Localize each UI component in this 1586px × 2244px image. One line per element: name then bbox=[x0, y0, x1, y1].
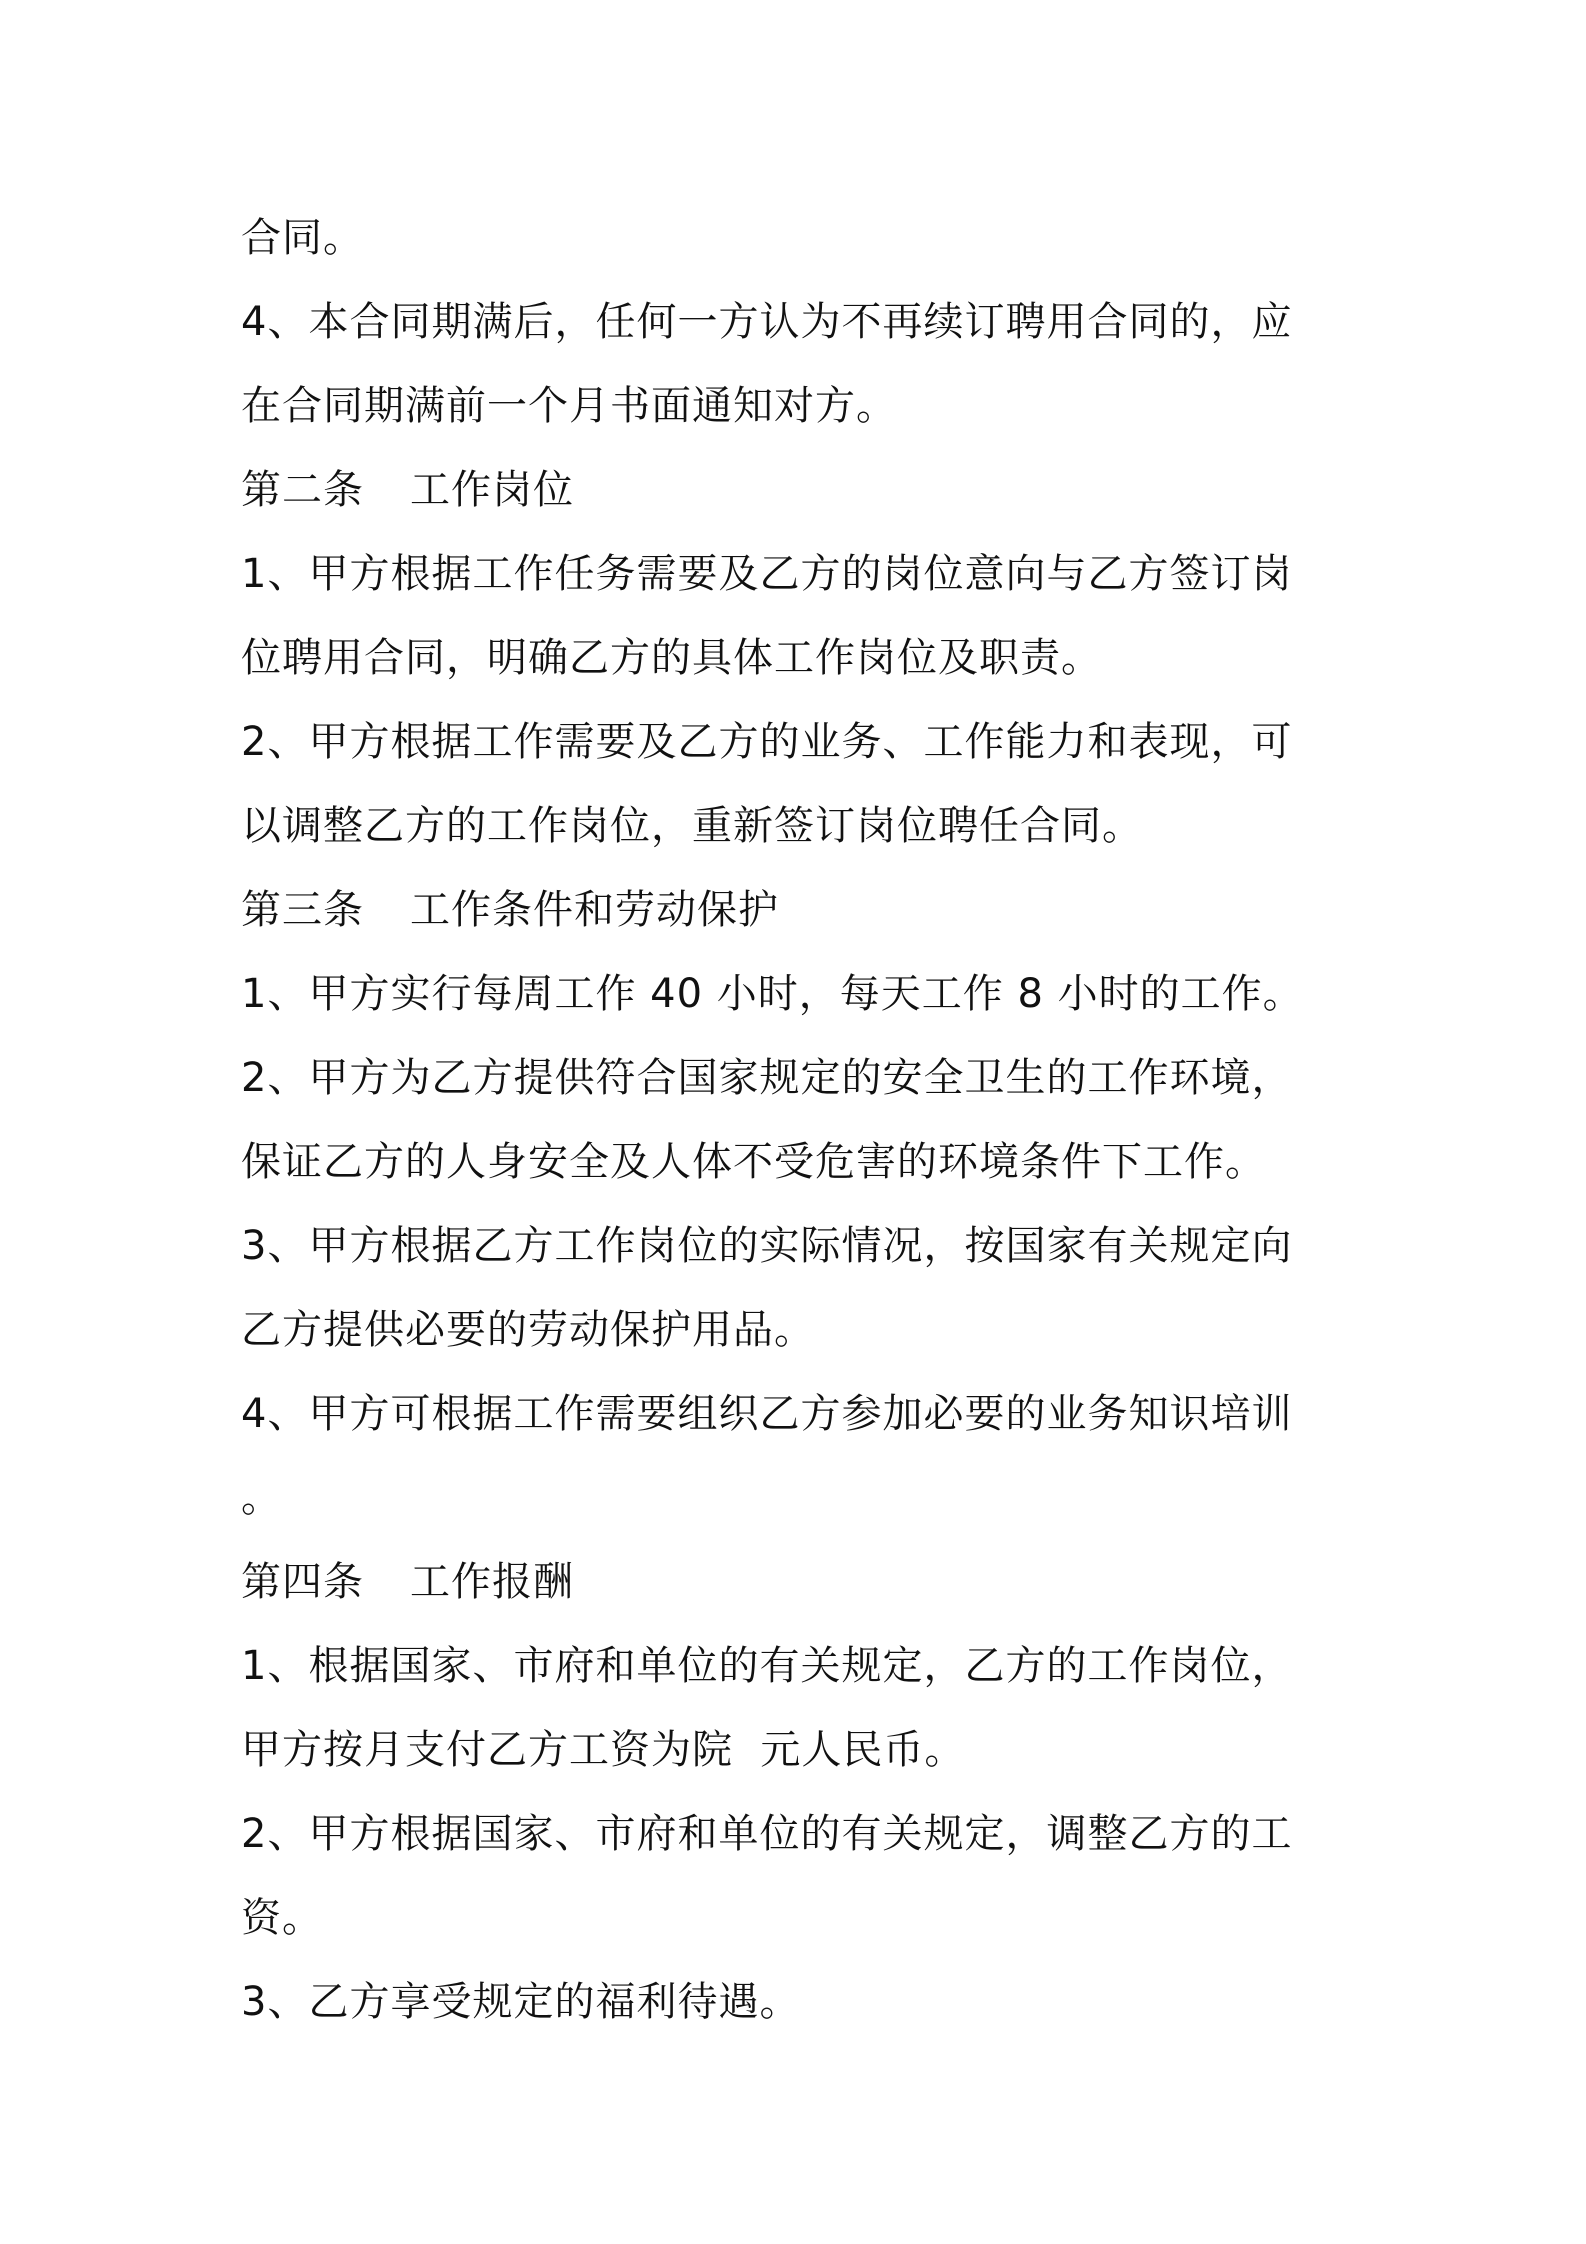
article-title: 工作报酬 bbox=[410, 1559, 574, 1605]
text-line: 3、甲方根据乙方工作岗位的实际情况，按国家有关规定向 bbox=[241, 1223, 1293, 1269]
text-line: 4、本合同期满后，任何一方认为不再续订聘用合同的，应 bbox=[241, 299, 1293, 345]
text-line: 在合同期满前一个月书面通知对方。 bbox=[241, 383, 897, 429]
text-line: 。 bbox=[241, 1475, 282, 1521]
text-line: 2、甲方为乙方提供符合国家规定的安全卫生的工作环境， bbox=[241, 1055, 1293, 1101]
text-line: 2、甲方根据工作需要及乙方的业务、工作能力和表现，可 bbox=[241, 719, 1293, 765]
text-line: 保证乙方的人身安全及人体不受危害的环境条件下工作。 bbox=[241, 1139, 1266, 1185]
document-body bbox=[241, 196, 1361, 2044]
article-heading bbox=[241, 1540, 1361, 1624]
text-line: 甲方按月支付乙方工资为院 元人民币。 bbox=[241, 1727, 966, 1773]
text-line: 乙方提供必要的劳动保护用品。 bbox=[241, 1307, 815, 1353]
text-line: 1、甲方根据工作任务需要及乙方的岗位意向与乙方签订岗 bbox=[241, 551, 1293, 597]
article-number: 第四条 bbox=[241, 1559, 364, 1605]
text-line: 4、甲方可根据工作需要组织乙方参加必要的业务知识培训 bbox=[241, 1391, 1293, 1437]
text-line: 3、乙方享受规定的福利待遇。 bbox=[241, 1979, 801, 2025]
article-number: 第二条 bbox=[241, 467, 364, 513]
article-heading bbox=[241, 448, 1361, 532]
article-title: 工作岗位 bbox=[410, 467, 574, 513]
article-title: 工作条件和劳动保护 bbox=[410, 887, 779, 933]
text-line: 1、甲方实行每周工作 40 小时，每天工作 8 小时的工作。 bbox=[241, 971, 1304, 1017]
text-line: 合同。 bbox=[241, 215, 364, 261]
text-line: 2、甲方根据国家、市府和单位的有关规定，调整乙方的工 bbox=[241, 1811, 1293, 1857]
text-line: 位聘用合同，明确乙方的具体工作岗位及职责。 bbox=[241, 635, 1102, 681]
article-heading bbox=[241, 868, 1361, 952]
text-line: 1、根据国家、市府和单位的有关规定，乙方的工作岗位， bbox=[241, 1643, 1293, 1689]
text-line: 以调整乙方的工作岗位，重新签订岗位聘任合同。 bbox=[241, 803, 1143, 849]
article-number: 第三条 bbox=[241, 887, 364, 933]
text-line: 资。 bbox=[241, 1895, 323, 1941]
